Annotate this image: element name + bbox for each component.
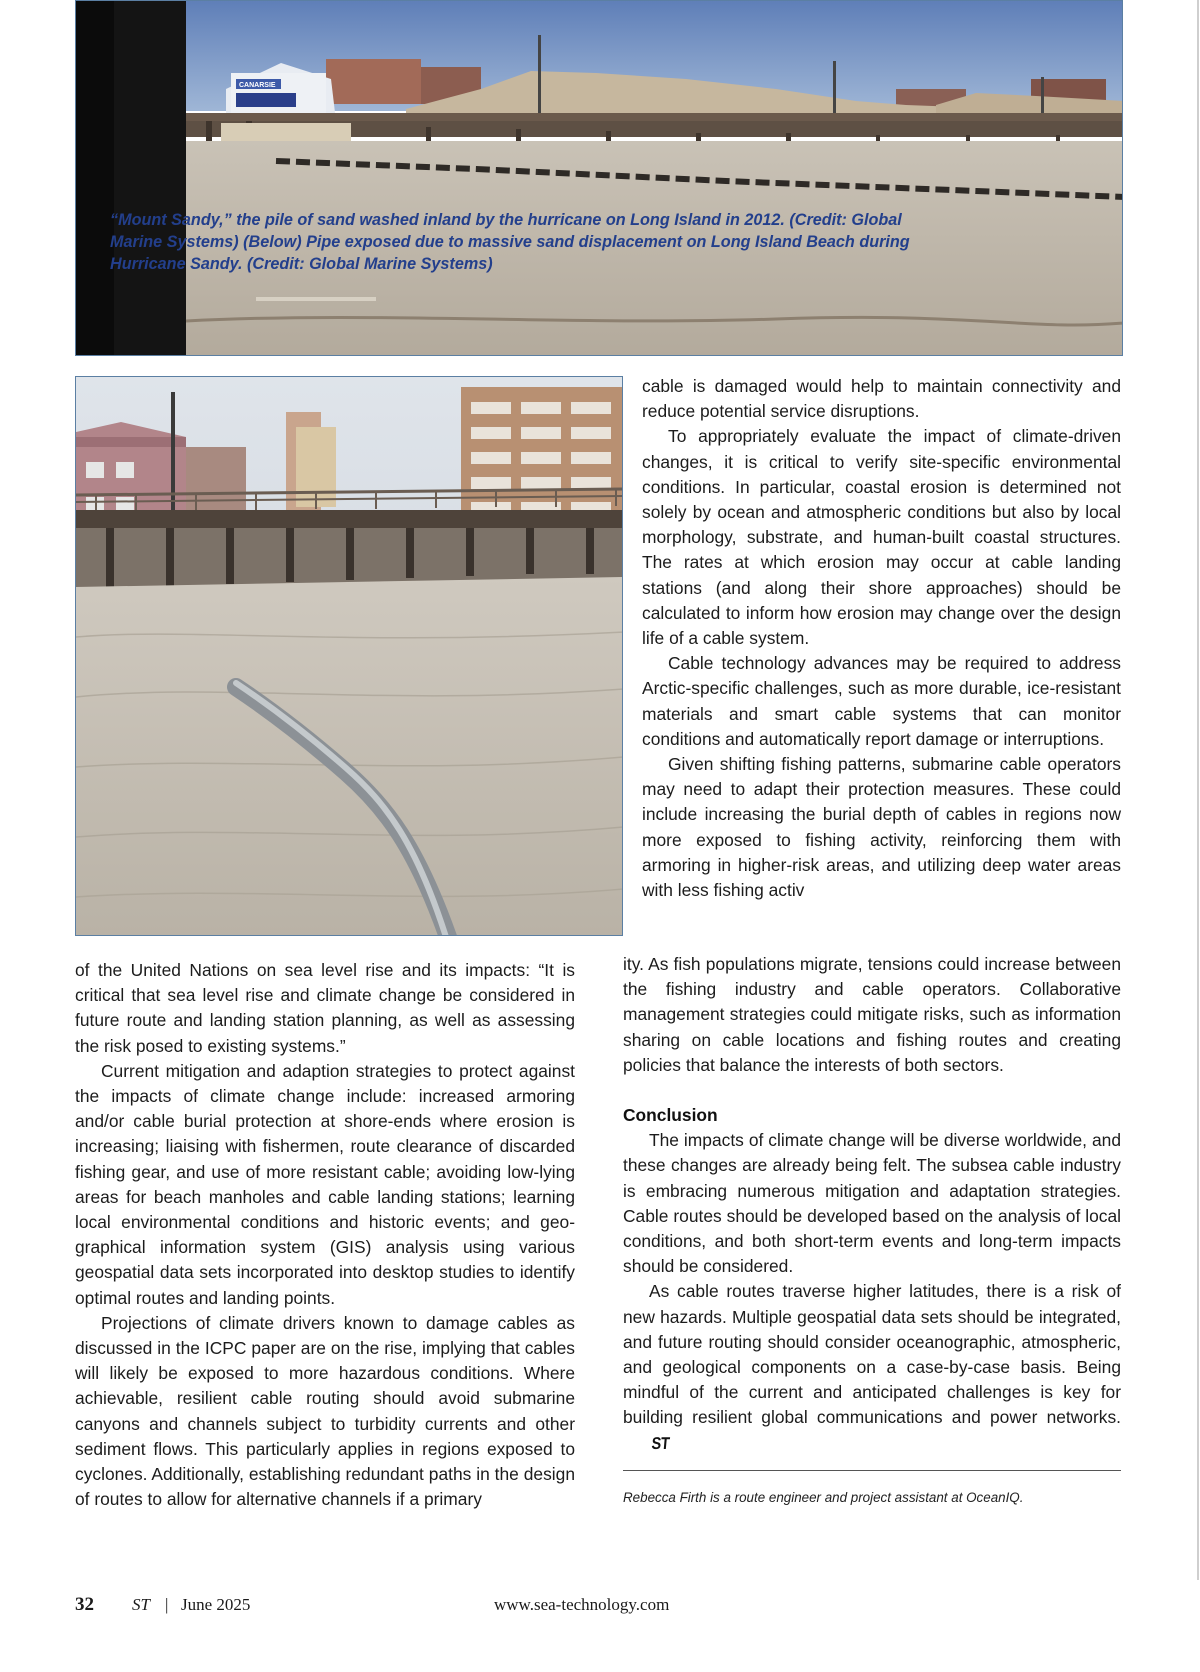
paragraph: Current mitigation and adaption strategies to protect against the impacts of climate change include: increased armoring and/or cable burial protection at shore-ends where erosion is increasing; liaising with fishermen, route clearance of discarded fishing gear, and use of more resistant cable; avoiding low-lying areas for beach manholes and cable landing stations; learning local environmental conditions and historic events; and geographical information system (GIS) analysis using various geospatial data sets incorporated into desktop studies to identify optimal routes and landing points. xyxy=(75,1060,575,1308)
mount-sandy-photo xyxy=(75,0,1123,356)
author-bio: Rebecca Firth is a route engineer and project assistant at OceanIQ. xyxy=(623,1489,1024,1505)
paragraph: Given shifting fishing patterns, submarine cable operators may need to adapt their protection measures. These could include increasing the burial depth of cables in regions now more exposed to fishing activity, reinforcing them with armoring in higher-risk areas, and utilizing deep water areas with less fishing activ xyxy=(642,754,1121,901)
issue-date: June 2025 xyxy=(181,1595,251,1614)
website-link[interactable]: www.sea-technology.com xyxy=(494,1595,670,1614)
right-column-lower xyxy=(623,952,1121,1507)
page-footer xyxy=(75,1594,1121,1618)
footer-separator: | xyxy=(165,1595,169,1614)
paragraph: Projections of climate drivers known to damage cables as discussed in the ICPC paper are on the rise, implying that cables will likely be exposed to more hazardous conditions. Where achievable, resilient cable routing should avoid submarine canyons and channels subject to turbidity currents and other sediment flows. This particularly applies in regions exposed to cyclones. Additionally, establishing redundant paths in the design of routes to allow for alternative channels if a primary xyxy=(75,1312,575,1510)
page-edge-rule xyxy=(1197,0,1199,1580)
paragraph: of the United Nations on sea level rise and its impacts: “It is critical that sea level rise and climate change be considered in future route and landing station planning, as well as assessing the risk posed to existing systems.” xyxy=(75,960,575,1056)
magazine-name: ST xyxy=(132,1595,150,1614)
conclusion-heading: Conclusion xyxy=(623,1105,718,1126)
exposed-pipe-photo xyxy=(75,376,623,936)
paragraph: To appropriately evaluate the impact of climate-driven changes, it is critical to verify site-specific environmental conditions. In particular, coastal erosion is determined not solely by ocean and atmospheric conditions but also by local morphology, substrate, and human-built coastal structures. The rates at which erosion may occur at cable landing stations (and along their shore approaches) should be calculated to inform how erosion may change over the design life of a cable system. xyxy=(642,426,1121,649)
paragraph: Cable technology advances may be required to address Arctic-specific challenges, such as more durable, ice-resistant materials and smart cable systems that can monitor conditions and automatically report damage or interruptions. xyxy=(642,653,1121,749)
page-number: 32 xyxy=(75,1594,94,1615)
paragraph xyxy=(623,1279,1121,1455)
paragraph: cable is damaged would help to maintain connectivity and reduce potential service disruptions. xyxy=(642,376,1121,422)
paragraph: ity. As fish populations migrate, tensions could increase between the fishing industry and cable operators. Collaborative management strategies could mitigate risks, such as information sharing on cable locations and fishing routes and creating policies that balance the interests of both sectors. xyxy=(623,954,1121,1075)
right-column-upper xyxy=(642,374,1121,903)
mount-sandy-illustration xyxy=(76,1,1123,356)
divider xyxy=(623,1470,1121,1471)
end-mark-logo: ST xyxy=(650,1433,671,1453)
pavilion-sign: CANARSIE xyxy=(239,82,276,89)
figure-caption: “Mount Sandy,” the pile of sand washed inland by the hurricane on Long Island in 2012. (Credit: Global Marine Systems) (Below) Pipe exposed due to massive sand displacement on Long Island Beach during Hurricane Sandy. (Credit: Global Marine Systems) xyxy=(110,211,910,273)
paragraph-text: As cable routes traverse higher latitudes, there is a risk of new hazards. Multiple geospatial data sets should be integrated, and future routing should consider oceanographic, atmospheric, and geological components on a case-by-case basis. Being mindful of the current and anticipated challenges is key for building resilient global communications and power networks. xyxy=(623,1281,1121,1428)
left-column xyxy=(75,958,575,1512)
exposed-pipe-illustration xyxy=(76,377,623,936)
paragraph: The impacts of climate change will be diverse worldwide, and these changes are already being felt. The subsea cable industry is embracing numerous mitigation and adaptation strategies. Cable routes should be developed based on the analysis of local conditions, and both short-term events and long-term impacts should be considered. xyxy=(623,1130,1121,1277)
